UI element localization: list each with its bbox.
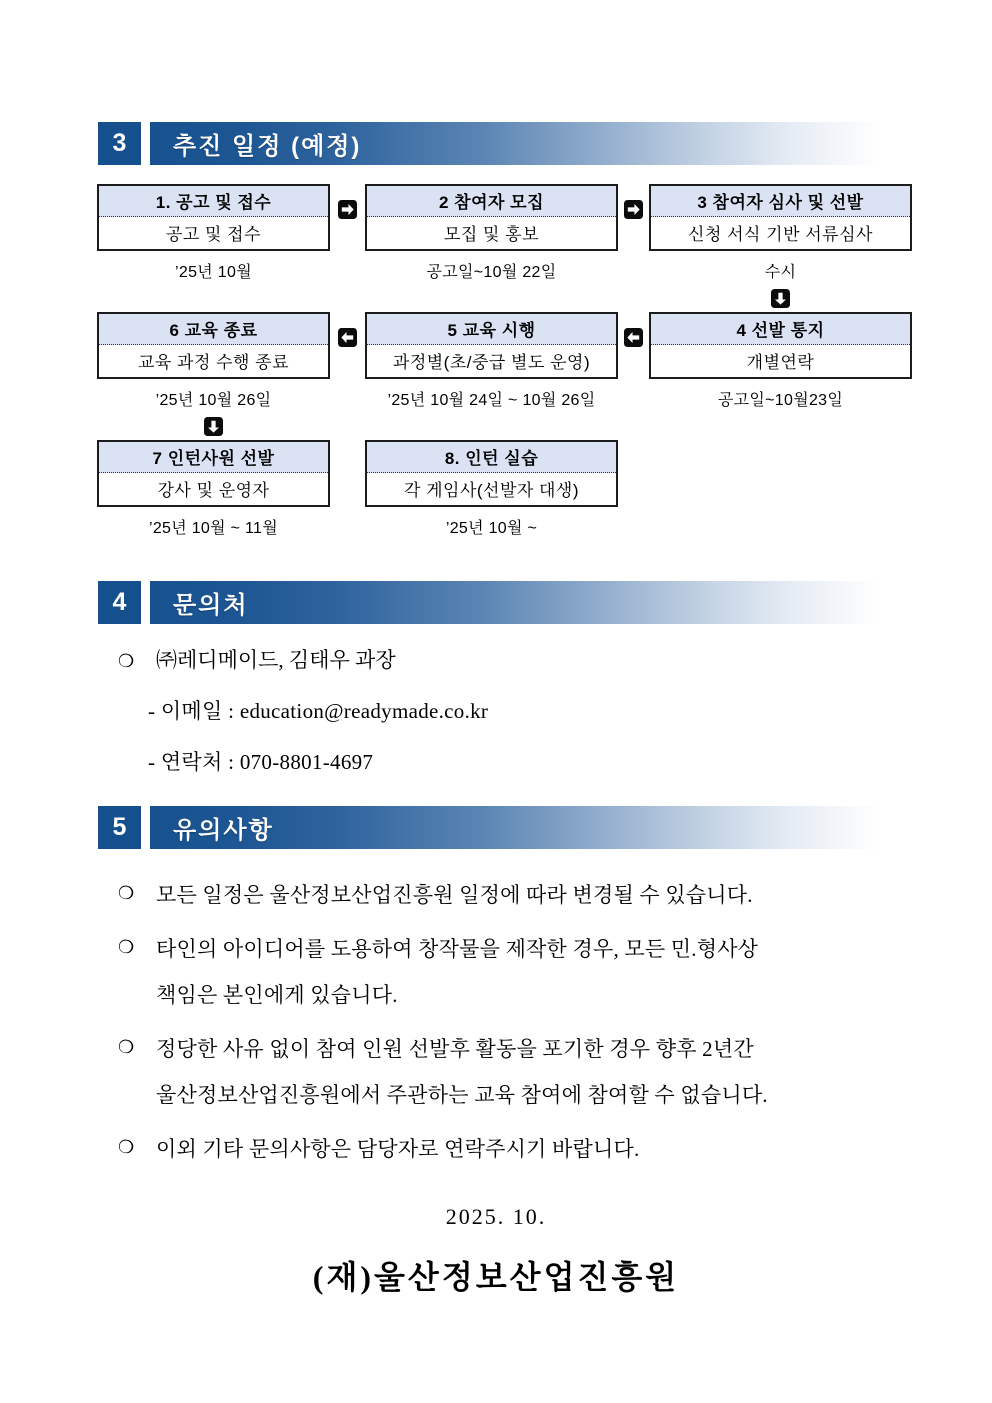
- note-text: 타인의 아이디어를 도용하여 창작물을 제작한 경우, 모든 민.형사상: [156, 937, 759, 961]
- flow-row-2-dates: [97, 379, 912, 413]
- circle-bullet-icon: ❍: [118, 883, 135, 903]
- flow-box-body: 교육 과정 수행 종료: [137, 353, 290, 372]
- circle-bullet-icon: ❍: [118, 651, 135, 671]
- contact-name-line: [118, 644, 992, 674]
- flow-box-2: [365, 184, 618, 251]
- flow-box-body: 모집 및 홍보: [443, 225, 540, 244]
- note-item: [118, 1126, 992, 1172]
- flow-box-date: 공고일~10월 22일: [426, 264, 557, 281]
- arrow-right-icon: [338, 200, 357, 219]
- contact-phone-line: - 연락처 : 070-8801-4697: [148, 750, 374, 774]
- flow-box-8: [365, 440, 618, 507]
- flow-box-date: ’25년 10월 26일: [155, 392, 272, 409]
- flow-row-3: [97, 440, 912, 507]
- section-number-badge: 4: [98, 581, 141, 624]
- arrow-right-icon: [624, 200, 643, 219]
- flow-box-date: ’25년 10월: [175, 264, 252, 281]
- arrow-down-icon: [771, 289, 790, 308]
- flow-row-2: [97, 312, 912, 379]
- contact-email-line: - 이메일 : education@readymade.co.kr: [148, 699, 489, 723]
- section-header-contact: [98, 581, 882, 624]
- flow-box-date: 공고일~10월23일: [717, 392, 844, 409]
- flow-down-arrow-row-1: [97, 285, 912, 312]
- circle-bullet-icon: ❍: [118, 1037, 135, 1057]
- footer-organization: (재)울산정보산업진흥원: [312, 1259, 680, 1295]
- flow-box-body: 강사 및 운영자: [157, 481, 270, 500]
- flow-box-body: 공고 및 접수: [165, 225, 262, 244]
- contact-section: [118, 644, 992, 776]
- footer-date: 2025. 10.: [445, 1204, 547, 1229]
- flow-box-6: [97, 312, 330, 379]
- arrow-left-icon: [338, 328, 357, 347]
- flow-box-5: [365, 312, 618, 379]
- circle-bullet-icon: ❍: [118, 1137, 135, 1157]
- arrow-down-icon: [204, 417, 223, 436]
- section-title-bar: [150, 806, 882, 849]
- flow-box-title: 5 교육 시행: [367, 314, 616, 345]
- section-title-bar: [150, 122, 882, 165]
- circle-bullet-icon: ❍: [118, 937, 135, 957]
- flow-down-arrow-row-2: [97, 413, 912, 440]
- flow-box-3: [649, 184, 912, 251]
- flow-row-3-dates: [97, 507, 912, 541]
- flow-box-date: 수시: [764, 264, 797, 281]
- section-number-badge: 5: [98, 806, 141, 849]
- flow-box-title: 1. 공고 및 접수: [99, 186, 328, 217]
- flow-box-7: [97, 440, 330, 507]
- note-item: [118, 872, 992, 918]
- section-title: 유의사항: [173, 817, 274, 844]
- flow-box-title: 3 참여자 심사 및 선발: [651, 186, 910, 217]
- flow-box-body: 개별연락: [746, 353, 815, 372]
- flow-box-date: ’25년 10월 24일 ~ 10월 26일: [387, 392, 596, 409]
- section-number-badge: 3: [98, 122, 141, 165]
- notes-section: [118, 872, 992, 1172]
- flow-box-title: 4 선발 통지: [651, 314, 910, 345]
- flow-box-4: [649, 312, 912, 379]
- section-header-notes: [98, 806, 882, 849]
- note-text: 책임은 본인에게 있습니다.: [156, 983, 398, 1007]
- flow-row-1: [97, 184, 912, 251]
- flow-box-body: 신청 서식 기반 서류심사: [688, 225, 873, 244]
- flow-box-1: [97, 184, 330, 251]
- section-title-bar: [150, 581, 882, 624]
- flow-row-1-dates: [97, 251, 912, 285]
- contact-name: ㈜레디메이드, 김태우 과장: [156, 648, 396, 672]
- note-item: [118, 1026, 992, 1118]
- flow-box-title: 7 인턴사원 선발: [99, 442, 328, 473]
- flow-box-title: 2 참여자 모집: [367, 186, 616, 217]
- flow-box-title: 8. 인턴 실습: [367, 442, 616, 473]
- section-title: 추진 일정 (예정): [173, 133, 362, 160]
- flow-box-date: ’25년 10월 ~: [445, 520, 538, 537]
- flow-box-date: ’25년 10월 ~ 11월: [148, 520, 278, 537]
- flow-box-body: 각 게임사(선발자 대생): [403, 481, 580, 500]
- section-header-schedule: [98, 122, 882, 165]
- schedule-flowchart: [97, 184, 912, 541]
- note-text: 정당한 사유 없이 참여 인원 선발후 활동을 포기한 경우 향후 2년간: [156, 1037, 754, 1061]
- flow-box-title: 6 교육 종료: [99, 314, 328, 345]
- note-text: 모든 일정은 울산정보산업진흥원 일정에 따라 변경될 수 있습니다.: [156, 883, 753, 907]
- section-title: 문의처: [173, 592, 249, 619]
- note-text: 이외 기타 문의사항은 담당자로 연락주시기 바랍니다.: [156, 1137, 640, 1161]
- flow-box-body: 과정별(초/중급 별도 운영): [392, 353, 591, 372]
- arrow-left-icon: [624, 328, 643, 347]
- note-item: [118, 926, 992, 1018]
- note-text: 울산정보산업진흥원에서 주관하는 교육 참여에 참여할 수 없습니다.: [156, 1083, 768, 1107]
